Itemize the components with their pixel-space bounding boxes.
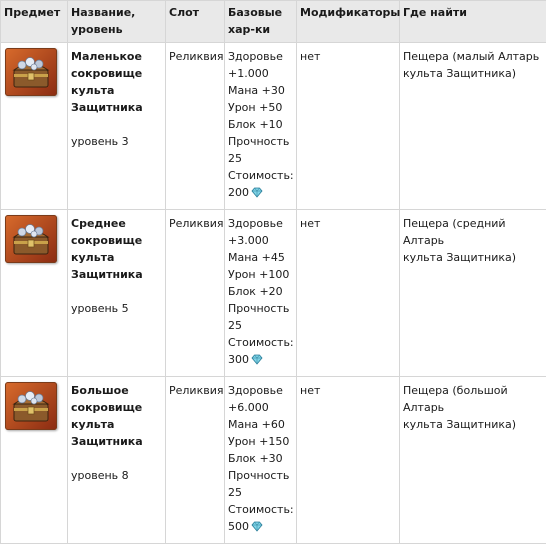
modifiers-cell: нет bbox=[297, 210, 400, 377]
text-line: культа bbox=[71, 251, 115, 264]
slot-cell: Реликвия bbox=[166, 210, 225, 377]
text-line: Блок +20 bbox=[228, 285, 283, 298]
cost-value: 500 bbox=[228, 520, 249, 533]
text-line: Урон +50 bbox=[228, 101, 283, 114]
text-line: Защитника bbox=[71, 435, 143, 448]
cost-line bbox=[228, 518, 293, 537]
text-line: Стоимость: bbox=[228, 336, 294, 349]
header-where: Где найти bbox=[400, 1, 546, 43]
text-line: Здоровье bbox=[228, 384, 283, 397]
text-line: +1.000 bbox=[228, 67, 269, 80]
text-line: Большое bbox=[71, 384, 129, 397]
slot-cell: Реликвия bbox=[166, 43, 225, 210]
header-modifiers: Модификаторы bbox=[297, 1, 400, 43]
item-level: уровень 8 bbox=[71, 469, 129, 482]
text-line: Прочность bbox=[228, 135, 290, 148]
text-line: Урон +100 bbox=[228, 268, 290, 281]
text-line: культа Защитника) bbox=[403, 251, 517, 264]
diamond-icon bbox=[251, 186, 263, 203]
text-line: культа Защитника) bbox=[403, 67, 517, 80]
text-line: Блок +30 bbox=[228, 452, 283, 465]
text-line: Мана +45 bbox=[228, 251, 285, 264]
stats-list bbox=[228, 215, 293, 351]
item-cell bbox=[1, 377, 68, 544]
text-line: культа bbox=[71, 418, 115, 431]
stats-list bbox=[228, 48, 293, 184]
text-line: Мана +60 bbox=[228, 418, 285, 431]
text-line: Прочность bbox=[228, 469, 290, 482]
where-cell bbox=[400, 377, 546, 544]
text-line: 25 bbox=[228, 319, 242, 332]
text-line: Блок +10 bbox=[228, 118, 283, 131]
text-line: Защитника bbox=[71, 268, 143, 281]
cost-line bbox=[228, 184, 293, 203]
name-cell bbox=[68, 377, 166, 544]
text-line: Пещера (большой Алтарь bbox=[403, 384, 508, 414]
text-line: Здоровье bbox=[228, 50, 283, 63]
cost-line bbox=[228, 351, 293, 370]
text-line: +6.000 bbox=[228, 401, 269, 414]
text-line: Прочность bbox=[228, 302, 290, 315]
text-line: Маленькое bbox=[71, 50, 142, 63]
header-item: Предмет bbox=[1, 1, 68, 43]
text-line: Мана +30 bbox=[228, 84, 285, 97]
text-line: Среднее bbox=[71, 217, 126, 230]
stats-cell bbox=[225, 377, 297, 544]
table-row bbox=[1, 377, 546, 544]
table-row bbox=[1, 43, 546, 210]
text-line: сокровище bbox=[71, 67, 143, 80]
text-line: Стоимость: bbox=[228, 503, 294, 516]
text-line: +3.000 bbox=[228, 234, 269, 247]
item-cell bbox=[1, 210, 68, 377]
text-line: Стоимость: bbox=[228, 169, 294, 182]
diamond-icon bbox=[251, 353, 263, 370]
text-line: 25 bbox=[228, 486, 242, 499]
text-line: Здоровье bbox=[228, 217, 283, 230]
text-line: Пещера (малый Алтарь bbox=[403, 50, 540, 63]
treasure-chest-icon bbox=[5, 48, 57, 96]
name-cell bbox=[68, 43, 166, 210]
diamond-icon bbox=[251, 520, 263, 537]
item-cell bbox=[1, 43, 68, 210]
name-cell bbox=[68, 210, 166, 377]
text-line: Урон +150 bbox=[228, 435, 290, 448]
item-level: уровень 3 bbox=[71, 135, 129, 148]
where-cell bbox=[400, 43, 546, 210]
text-line: 25 bbox=[228, 152, 242, 165]
modifiers-cell: нет bbox=[297, 377, 400, 544]
item-name bbox=[71, 215, 162, 283]
cost-value: 200 bbox=[228, 186, 249, 199]
table-row bbox=[1, 210, 546, 377]
text-line: Пещера (средний Алтарь bbox=[403, 217, 506, 247]
text-line: сокровище bbox=[71, 401, 143, 414]
stats-cell bbox=[225, 43, 297, 210]
treasure-chest-icon bbox=[5, 215, 57, 263]
treasure-chest-icon bbox=[5, 382, 57, 430]
slot-cell: Реликвия bbox=[166, 377, 225, 544]
text-line: культа Защитника) bbox=[403, 418, 517, 431]
stats-cell bbox=[225, 210, 297, 377]
header-row bbox=[1, 1, 546, 43]
text-line: сокровище bbox=[71, 234, 143, 247]
stats-list bbox=[228, 382, 293, 518]
item-level: уровень 5 bbox=[71, 302, 129, 315]
item-name bbox=[71, 48, 162, 116]
text-line: Защитника bbox=[71, 101, 143, 114]
text-line: культа bbox=[71, 84, 115, 97]
header-stats: Базовые хар-ки bbox=[225, 1, 297, 43]
header-name: Название, уровень bbox=[68, 1, 166, 43]
header-slot: Слот bbox=[166, 1, 225, 43]
modifiers-cell: нет bbox=[297, 43, 400, 210]
item-name bbox=[71, 382, 162, 450]
where-cell bbox=[400, 210, 546, 377]
cost-value: 300 bbox=[228, 353, 249, 366]
